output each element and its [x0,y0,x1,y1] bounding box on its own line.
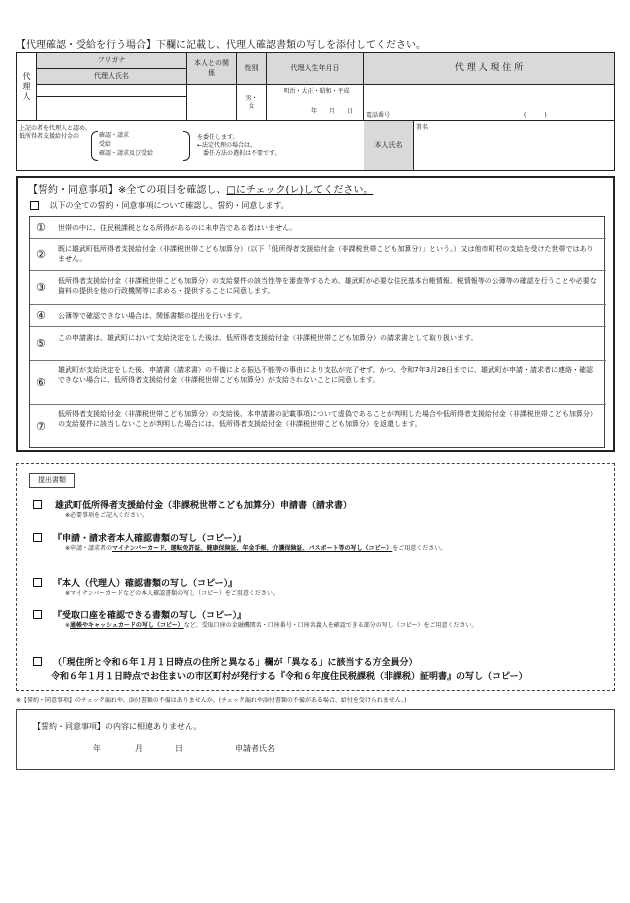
doc3-title: 『本人（代理人）確認書類の写し（コピー）』 [53,579,238,589]
right-brace [183,131,190,161]
oath-item-5 [30,327,606,361]
oath-item-number: ① [36,221,46,234]
furigana-header: フリガナ [37,53,187,69]
oath-item-text: 既に雄武町低所得者支援給付金（非課税世帯こども加算分）（以下「低所得者支援給付金（非課税世帯こども加算分）」という。）又は他市町村の支給を受けた世帯ではありません。 [58,245,594,264]
oath-heading [28,181,373,196]
all-agree-label: 以下の全ての誓約・同意事項について確認し、誓約・同意します。 [49,201,289,210]
all-agree-row[interactable] [30,200,289,211]
documents-label: 提出書類 [29,473,75,488]
doc4-checkbox[interactable] [33,610,42,619]
confirm-statement: 【誓約・同意事項】の内容に相違ありません。 [33,722,202,731]
doc4-note-c: など、受取口座の金融機関名・口座番号・口座名義人を確認できる部分の写し（コピー）をご用意ください。 [183,622,478,629]
rep-name-input[interactable] [37,97,187,121]
delegation-option-1[interactable]: 確認・請求 [99,132,130,139]
representative-side-label: 代理人 [17,53,37,121]
principal-signature-field[interactable] [414,121,614,170]
doc4-title: 『受取口座を確認できる書類の写し（コピー）』 [53,611,247,621]
doc4-note-a: ※ [65,622,71,629]
date-units: 年 月 日 [310,107,353,115]
final-confirmation-box [16,709,615,770]
delegate-heading [16,36,426,51]
birthdate-input[interactable] [267,85,364,121]
phone-paren: ( ) [524,112,547,119]
oath-item-number: ② [36,248,46,261]
birthdate-header: 代理人生年月日 [267,53,364,85]
doc3-checkbox[interactable] [33,578,42,587]
oath-items-list [29,216,605,448]
doc4-note-b: 通帳やキャッシュカードの写し（コピー） [70,622,184,629]
address-input[interactable] [364,85,614,121]
address-header: 代 理 人 現 住 所 [364,53,614,85]
relation-input[interactable] [187,85,237,121]
oath-item-7 [30,405,606,449]
doc1-title: 雄武町低所得者支援給付金（非課税世帯こども加算分）申請書（請求書） [55,501,353,511]
delegation-note-2: ←法定代理の場合は、 [197,142,257,149]
signature-label: 署名 [416,124,429,131]
delegation-note-3: 委任方法の選択は不要です。 [203,150,281,157]
oath-item-text: 世帯の中に、住民税課税となる所得があるのに未申告である者はいません。 [58,224,297,232]
applicant-name-field[interactable] [287,740,587,758]
oath-item-number: ⑦ [36,420,46,433]
gender-options[interactable]: 男・女 [237,85,267,121]
oath-heading-instruction-a: ※全ての項目を確認し、 [118,185,227,196]
doc2-note-a: ※申請・請求者の [65,545,113,552]
relation-header: 本人との関係 [187,53,237,85]
delegation-section [17,121,364,170]
doc5-checkbox[interactable] [33,657,42,666]
oath-item-6 [30,361,606,405]
doc3-note: ※マイナンバーカードなどの本人確認書類の写し（コピー）をご用意ください。 [65,590,279,597]
doc1-checkbox[interactable] [33,500,42,509]
oath-item-number: ③ [36,281,46,294]
oath-item-2 [30,239,606,271]
all-agree-checkbox[interactable] [30,201,39,210]
oath-item-4 [30,305,606,327]
oath-item-number: ⑤ [36,337,46,350]
doc2-title: 『申請・請求者本人確認書類の写し（コピー）』 [53,534,247,544]
doc2-checkbox[interactable] [33,533,42,542]
doc5-title: （「現住所と令和６年１月１日時点の住所と異なる」欄が「異なる」に該当する方全員分） [53,658,418,668]
delegation-option-2[interactable]: 受給 [99,141,112,148]
oath-item-3 [30,271,606,305]
era-options: 明治・大正・昭和・平成 [283,88,350,95]
date-year-label: 年 [93,744,101,753]
oath-item-text: 雄武町が支給決定をした後、申請書（請求書）の不備による振込不能等の事由により支払が完了せず、かつ、令和7年3月28日までに、雄武町が申請・請求者に連絡・確認できない場合に、低所得者支援給付金（非課税世帯こども加算分）が支給されないことに同意します。 [58,366,593,385]
representative-table [16,52,615,171]
doc4-note [65,622,605,630]
warning-note: ※【誓約・同意事項】のチェック漏れや、添付書類の不備はありませんか。(チェック漏れや添付書類の不備がある場合、給付を受けられません。) [16,697,407,704]
doc2-note [65,545,605,553]
left-brace [91,131,98,161]
principal-name-header: 本人氏名 [364,121,414,170]
doc1-note: ※必要事項をご記入ください。 [65,512,149,519]
delegate-heading-text: 下欄に記載し、代理人確認書類の写しを添付してください。 [156,40,426,51]
oath-item-number: ④ [36,309,46,322]
delegation-option-3[interactable]: 確認・請求及び受給 [99,150,154,157]
date-month-label: 月 [135,744,143,753]
doc2-note-c: をご用意ください。 [392,545,447,552]
oath-item-number: ⑥ [36,376,46,389]
gender-header: 性別 [237,53,267,85]
oath-item-text: 低所得者支援給付金（非課税世帯こども加算分）の支給後、本申請書の記載事項について虚偽であることが判明した場合や低所得者支援給付金（非課税世帯こども加算分）の支給要件に該当しないことが判明した場合には、低所得者支援給付金（非課税世帯こども加算分）を返還します。 [58,410,597,429]
oath-item-text: 公簿等で確認できない場合は、関係書類の提出を行います。 [58,312,247,320]
delegation-note-1: を委任します。 [197,134,239,141]
date-day-label: 日 [175,744,183,753]
delegation-line1: 上記の者を代理人と認め、 [19,125,91,132]
applicant-name-label: 申請者氏名 [235,744,275,753]
oath-heading-bracket: 【誓約・同意事項】 [28,185,118,196]
delegation-line2: 低所得者支援給付金の [19,133,80,140]
rep-name-header: 代理人氏名 [37,69,187,85]
phone-label: 電話番号 [366,112,391,119]
delegate-heading-bracket: 【代理確認・受給を行う場合】 [16,40,156,51]
oath-item-text: この申請書は、雄武町において支給決定をした後は、低所得者支援給付金（非課税世帯こども加算分）の請求書として取り扱います。 [58,334,478,342]
oath-item-1 [30,217,606,239]
oath-item-text: 低所得者支援給付金（非課税世帯こども加算分）の支給要件の該当性等を審査等するため、雄武町が必要な住民基本台帳情報、税情報等の公簿等の確認を行うことや必要な資料の提供を他の行政機関等に求める・提供することに同意します。 [58,277,597,296]
doc5-subtitle: 令和６年１月１日時点でお住まいの市区町村が発行する『令和６年度住民税課税（非課税）証明書』の写し（コピー） [51,672,528,682]
furigana-input[interactable] [37,85,187,97]
doc2-note-b: マイナンバーカード、運転免許証、健康保険証、年金手帳、介護保険証、パスポート等の写し（コピー） [112,545,393,552]
required-documents-section [16,463,615,691]
oath-heading-instruction-b: □にチェック(レ)してください。 [226,185,374,196]
